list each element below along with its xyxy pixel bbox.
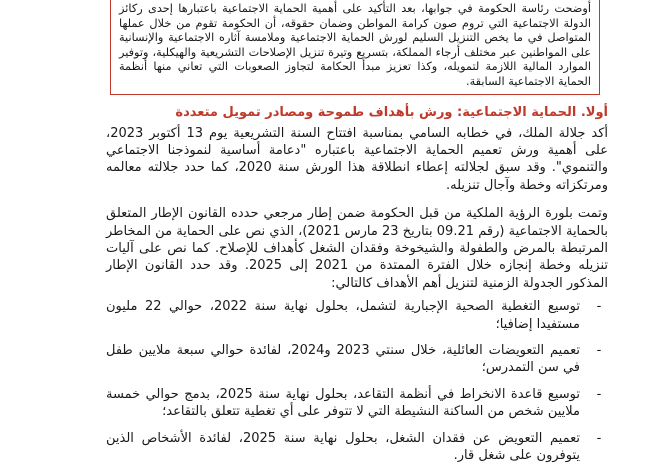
- goal-text: توسيع التغطية الصحية الإجبارية لتشمل، بحلول نهاية سنة 2022، حوالي 22 مليون مستفيدا إضافيا؛: [106, 299, 580, 332]
- paragraph-framework-law: وتمت بلورة الرؤية الملكية من قبل الحكومة ضمن إطار مرجعي حدده القانون الإطار المتعلق بالحماية الاجتماعية (رقم 09.21 بتاريخ 23 مارس 2021)، الذي نص على الحماية من المخاطر المرتبطة بالمرض والطفولة والشيخوخة وفقدان الشغل كأهداف للإصلاح. كما نص على آليات تنزيله وخطة إنجازه خلال الفترة الممتدة من 2021 إلى 2025. وقد حدد القانون الإطار المذكور الجدولة الزمنية لتنزيل أهم الأهداف كالتالي:: [106, 206, 608, 291]
- paragraph-royal-speech: أكد جلالة الملك، في خطابه السامي بمناسبة افتتاح السنة التشريعية يوم 13 أكتوبر 2023، على أهمية ورش تعميم الحماية الاجتماعية باعتباره "دعامة أساسية لنموذجنا الاجتماعي والتنموي". وقد سبق لجلالته إعطاء انطلاقة هذا الورش سنة 2020، كما حدد جلالته معالمه ومرتكزاته وخطة وآجال تنزيله.: [106, 125, 609, 193]
- list-dash-marker: -: [596, 386, 602, 402]
- intro-summary-box: [110, 0, 600, 95]
- list-item: [106, 342, 602, 377]
- intro-summary-text: أوضحت رئاسة الحكومة في جوابها، بعد التأكيد على أهمية الحماية الاجتماعية باعتبارها إحدى ركائز الدولة الاجتماعية التي تروم صون كرامة المواطن وضمان حقوقه، أن الحكومة تقوم من خلال عملها المتواصل في ما يخص التنزيل السليم لورش الحماية الاجتماعية وملامسة آثاره الاجتماعية والإنسانية على المواطنين عبر مختلف أرجاء المملكة، بتسريع وتيرة تنزيل الإصلاحات التشريعية والهيكلية، وتوفير الموارد المالية اللازمة لتمويله، وكذا تعزيز مبدأ الحكامة لتجاوز الصعوبات التي تعاني منها أنظمة الحماية الاجتماعية السابقة.: [119, 2, 591, 88]
- list-dash-marker: -: [596, 299, 602, 315]
- section-heading: أولا. الحماية الاجتماعية: ورش بأهداف طموحة ومصادر تمويل متعددة: [175, 104, 608, 120]
- list-item: [106, 298, 602, 333]
- goal-text: تعميم التعويض عن فقدان الشغل، بحلول نهاية سنة 2025، لفائدة الأشخاص الذين يتوفرون على شغل قار.: [106, 430, 580, 464]
- list-dash-marker: -: [596, 343, 602, 359]
- goals-list: [106, 298, 608, 464]
- paragraph-spacer: [42, 194, 608, 205]
- list-item: [106, 430, 602, 464]
- list-dash-marker: -: [596, 430, 602, 446]
- list-item: [106, 386, 602, 421]
- goal-text: تعميم التعويضات العائلية، خلال سنتي 2023 و2024، لفائدة حوالي سبعة ملايين طفل في سن التمدرس؛: [106, 343, 580, 376]
- goal-text: توسيع قاعدة الانخراط في أنظمة التقاعد، بحلول نهاية سنة 2025، بدمج حوالي خمسة ملايين شخص من الساكنة النشيطة التي لا تتوفر على أي تغطية تتعلق بالتقاعد؛: [106, 386, 581, 420]
